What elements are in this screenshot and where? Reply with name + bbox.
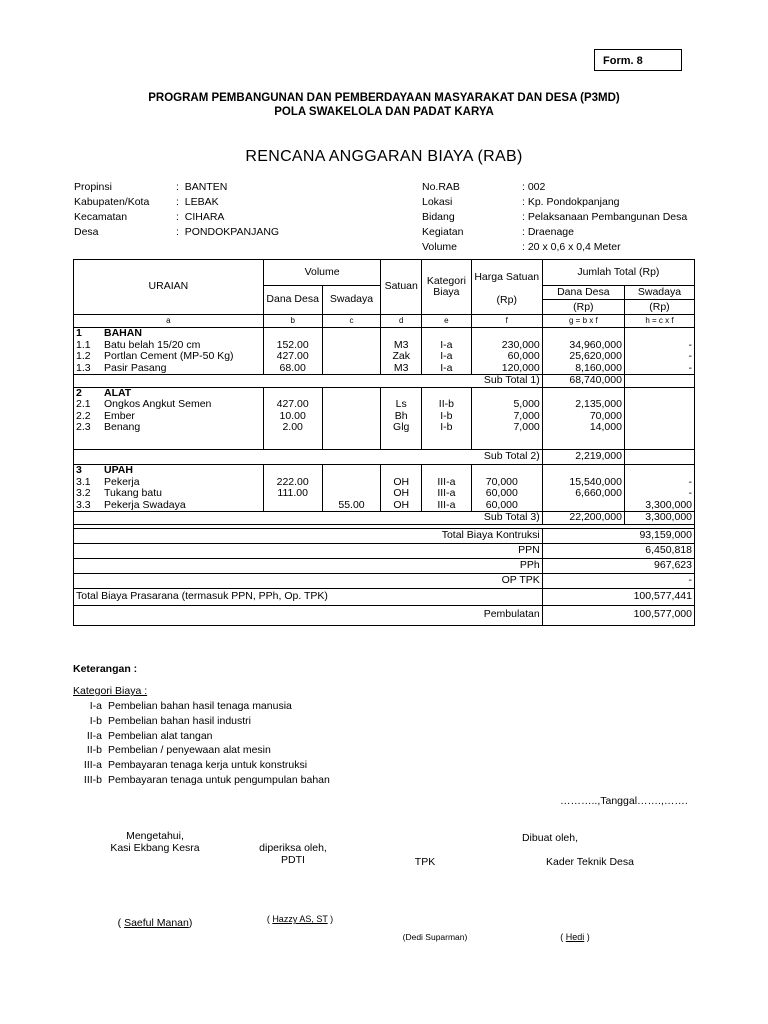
mengetahui-label: Mengetahui, (126, 830, 184, 842)
table-row-empty (74, 434, 695, 450)
info-row: Kecamatan : CIHARA (74, 211, 225, 223)
form-number: Form. 8 (603, 55, 643, 67)
pembulatan-row: Pembulatan 100,577,000 (74, 605, 695, 625)
list-item: III-a Pembayaran tenaga kerja untuk konstruksi (83, 759, 308, 772)
col-header-dana-desa: Dana Desa (263, 286, 322, 315)
harga-unit: (Rp) (496, 293, 517, 306)
date-line: ………..,Tanggal…….,……. (560, 795, 688, 807)
table-row: 3.1 Pekerja 222.00 OH III-a 70,000 15,540,000 - (74, 477, 695, 489)
tpk-label: TPK (414, 856, 436, 868)
column-code-row: a b c d e f g = b x f h = c x f (74, 315, 695, 328)
section-header: 2 ALAT (74, 387, 695, 399)
table-row: 1.3 Pasir Pasang 68.00 M3 I-a 120,000 8,160,000 - (74, 363, 695, 375)
signature-block-pdti (228, 842, 358, 866)
list-item: I-a Pembelian bahan hasil tenaga manusia (89, 700, 292, 712)
list-item: III-b Pembayaran tenaga untuk pengumpulan bahan (83, 773, 330, 786)
harga-label: Harga Satuan (474, 271, 540, 283)
info-row: Volume : 20 x 0,6 x 0,4 Meter (422, 241, 621, 253)
total-row: Total Biaya Kontruksi 93,159,000 (74, 528, 695, 543)
table-row: 1.2 Portlan Cement (MP-50 Kg) 427.00 Zak I-a 60,000 25,620,000 - (74, 351, 695, 363)
col-header-satuan: Satuan (381, 260, 422, 315)
info-left (74, 180, 279, 240)
info-row: No.RAB : 002 (422, 181, 546, 193)
total-row: OP TPK - (74, 573, 695, 588)
col-header-swadaya: Swadaya (322, 286, 381, 315)
info-row: Propinsi : BANTEN (74, 181, 228, 193)
info-row: Kegiatan : Draenage (422, 226, 574, 238)
info-row: Bidang : Pelaksanaan Pembangunan Desa (422, 211, 688, 223)
signer-kader: ( Hedi ) (560, 932, 590, 942)
kasi-label: Kasi Ekbang Kesra (110, 842, 200, 854)
kader-label: Kader Teknik Desa (546, 856, 634, 868)
col-header-jumlah-dd: Dana Desa (Rp) (542, 286, 624, 315)
col-header-uraian: URAIAN (74, 260, 264, 315)
total-row: PPN 6,450,818 (74, 543, 695, 558)
signer-tpk: (Dedi Suparman) (402, 932, 468, 942)
table-row: 3.3 Pekerja Swadaya 55.00 OH III-a 60,000 3,300,000 (74, 500, 695, 512)
diperiksa-label: diperiksa oleh, (259, 842, 327, 854)
keterangan-title: Keterangan : (73, 663, 138, 675)
info-row: Kabupaten/Kota : LEBAK (74, 196, 219, 208)
info-row: Desa : PONDOKPANJANG (74, 226, 280, 238)
signature-block-kasi (85, 830, 225, 854)
pdti-label: PDTI (281, 854, 305, 866)
kategori-list (78, 699, 330, 788)
total-prasarana-row: Total Biaya Prasarana (termasuk PPN, PPh, Op. TPK) 100,577,441 (74, 588, 695, 605)
table-row: 2.2 Ember 10.00 Bh I-b 7,000 70,000 (74, 411, 695, 423)
kategori-biaya-title: Kategori Biaya : (73, 685, 148, 697)
col-header-harga (471, 260, 542, 315)
rab-table (73, 259, 695, 626)
signer-kasi: ( Saeful Manan) (117, 917, 193, 929)
subtotal-row: Sub Total 3) 22,200,000 3,300,000 (74, 512, 695, 525)
signer-pdti: ( Hazzy AS, ST ) (266, 914, 334, 924)
col-header-volume: Volume (263, 260, 381, 286)
table-row: 2.3 Benang 2.00 Glg I-b 7,000 14,000 (74, 422, 695, 434)
info-right (422, 180, 687, 255)
table-row: 2.1 Ongkos Angkut Semen 427.00 Ls II-b 5,000 2,135,000 (74, 399, 695, 411)
form-number-box (594, 49, 682, 71)
section-header: 3 UPAH (74, 465, 695, 477)
col-header-jumlah-sw: Swadaya (Rp) (624, 286, 694, 315)
list-item: I-b Pembelian bahan hasil industri (89, 714, 252, 727)
subtotal-row: Sub Total 2) 2,219,000 (74, 450, 695, 465)
info-row: Lokasi : Kp. Pondokpanjang (422, 196, 620, 208)
document-title: RENCANA ANGGARAN BIAYA (RAB) (245, 148, 523, 165)
program-subtitle: POLA SWAKELOLA DAN PADAT KARYA (274, 106, 494, 118)
table-row: 3.2 Tukang batu 111.00 OH III-a 60,000 6,660,000 - (74, 488, 695, 500)
list-item: II-a Pembelian alat tangan (86, 729, 213, 742)
col-header-kategori: Kategori Biaya (422, 260, 472, 315)
dibuat-label: Dibuat oleh, (521, 832, 579, 844)
subtotal-row: Sub Total 1) 68,740,000 (74, 375, 695, 388)
program-title: PROGRAM PEMBANGUNAN DAN PEMBERDAYAAN MASYARAKAT DAN DESA (P3MD) (148, 92, 620, 104)
total-row: PPh 967,623 (74, 558, 695, 573)
list-item: II-b Pembelian / penyewaan alat mesin (86, 744, 271, 757)
section-header: 1 BAHAN (74, 328, 695, 340)
table-row: 1.1 Batu belah 15/20 cm 152.00 M3 I-a 230,000 34,960,000 - (74, 340, 695, 352)
col-header-jumlah: Jumlah Total (Rp) (542, 260, 694, 286)
